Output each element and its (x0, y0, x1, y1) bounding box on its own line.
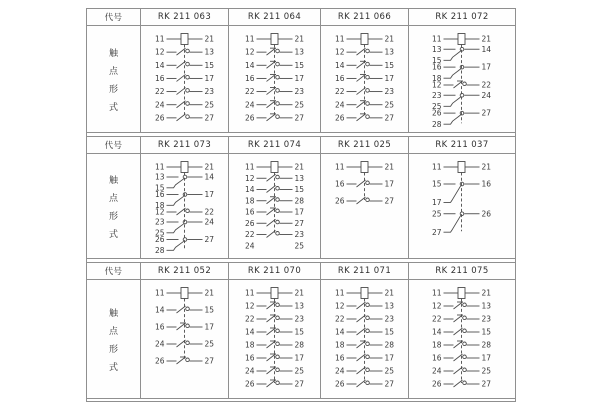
svg-text:24: 24 (244, 100, 255, 110)
svg-text:14: 14 (481, 44, 492, 54)
svg-text:25: 25 (154, 228, 165, 238)
svg-text:27: 27 (384, 113, 395, 123)
svg-text:18: 18 (244, 340, 255, 350)
svg-text:14: 14 (154, 60, 165, 70)
svg-text:24: 24 (154, 339, 165, 349)
svg-text:16: 16 (154, 322, 165, 332)
model-code: RK 211 071 (321, 263, 409, 280)
svg-text:16: 16 (431, 353, 442, 363)
svg-text:11: 11 (334, 162, 345, 172)
svg-text:22: 22 (204, 207, 215, 217)
svg-text:28: 28 (154, 245, 165, 255)
svg-text:26: 26 (334, 113, 345, 123)
svg-text:28: 28 (481, 340, 492, 350)
svg-text:24: 24 (431, 366, 442, 376)
svg-text:27: 27 (384, 379, 395, 389)
svg-text:15: 15 (204, 305, 215, 315)
contact-form-char: 触 (108, 308, 118, 319)
svg-text:16: 16 (334, 353, 345, 363)
svg-text:24: 24 (334, 100, 345, 110)
contact-form-table (86, 8, 516, 402)
svg-text:11: 11 (244, 288, 255, 298)
svg-text:17: 17 (294, 207, 305, 217)
code-header-label: 代号 (87, 137, 141, 154)
svg-text:11: 11 (244, 34, 255, 44)
svg-text:22: 22 (244, 87, 255, 97)
svg-text:21: 21 (294, 34, 305, 44)
svg-text:21: 21 (204, 288, 215, 298)
contact-form-char: 形 (108, 211, 118, 222)
svg-text:25: 25 (294, 100, 305, 110)
contact-form-label (87, 26, 141, 132)
table-section (87, 263, 515, 398)
relay-diagram-svg (409, 154, 514, 258)
svg-text:18: 18 (334, 340, 345, 350)
svg-text:13: 13 (294, 173, 305, 183)
svg-text:13: 13 (204, 47, 215, 57)
contact-diagram-cell (141, 280, 229, 398)
svg-text:21: 21 (294, 162, 305, 172)
svg-text:28: 28 (431, 119, 442, 129)
svg-text:16: 16 (334, 179, 345, 189)
svg-text:26: 26 (481, 209, 492, 219)
svg-text:26: 26 (334, 196, 345, 206)
svg-text:26: 26 (244, 379, 255, 389)
svg-text:12: 12 (244, 301, 255, 311)
svg-text:15: 15 (481, 327, 492, 337)
svg-text:15: 15 (431, 55, 442, 65)
contact-diagram-cell (409, 280, 515, 398)
header-row (87, 9, 515, 26)
svg-text:26: 26 (334, 379, 345, 389)
svg-text:12: 12 (154, 207, 165, 217)
svg-text:24: 24 (244, 366, 255, 376)
contact-form-char: 形 (108, 344, 118, 355)
svg-text:26: 26 (154, 235, 165, 245)
svg-text:24: 24 (204, 217, 215, 227)
svg-text:27: 27 (384, 196, 395, 206)
svg-text:13: 13 (384, 301, 395, 311)
svg-text:15: 15 (154, 183, 165, 193)
svg-text:15: 15 (384, 327, 395, 337)
relay-diagram-svg (141, 280, 228, 398)
svg-text:16: 16 (244, 207, 255, 217)
svg-text:25: 25 (294, 366, 305, 376)
svg-text:14: 14 (244, 185, 255, 195)
svg-text:28: 28 (294, 196, 305, 206)
svg-text:26: 26 (154, 113, 165, 123)
svg-text:27: 27 (294, 113, 305, 123)
relay-diagram-svg (409, 26, 514, 132)
svg-text:15: 15 (204, 60, 215, 70)
svg-text:21: 21 (384, 34, 395, 44)
svg-text:16: 16 (154, 190, 165, 200)
contact-diagram-cell (229, 280, 321, 398)
contact-diagram-cell (229, 26, 321, 132)
model-code: RK 211 037 (409, 137, 515, 154)
svg-text:14: 14 (431, 327, 442, 337)
model-code: RK 211 072 (409, 9, 515, 26)
relay-diagram-svg (141, 154, 228, 258)
svg-text:27: 27 (204, 113, 215, 123)
header-row (87, 263, 515, 280)
model-code: RK 211 025 (321, 137, 409, 154)
svg-text:23: 23 (384, 87, 395, 97)
svg-text:14: 14 (334, 327, 345, 337)
svg-text:23: 23 (481, 314, 492, 324)
svg-text:18: 18 (431, 340, 442, 350)
svg-text:24: 24 (244, 241, 255, 251)
svg-text:17: 17 (204, 74, 215, 84)
svg-text:27: 27 (294, 379, 305, 389)
svg-text:27: 27 (481, 379, 492, 389)
svg-text:16: 16 (334, 74, 345, 84)
svg-text:17: 17 (431, 198, 442, 208)
svg-text:12: 12 (244, 47, 255, 57)
svg-text:26: 26 (244, 218, 255, 228)
svg-text:14: 14 (204, 172, 215, 182)
svg-text:21: 21 (481, 34, 492, 44)
contact-diagram-cell (409, 154, 515, 258)
contact-form-char: 触 (108, 48, 118, 59)
relay-diagram-svg (321, 280, 408, 398)
relay-diagram-svg (321, 154, 408, 258)
svg-text:11: 11 (431, 288, 442, 298)
svg-text:11: 11 (431, 34, 442, 44)
contact-diagram-cell (409, 26, 515, 132)
svg-text:21: 21 (204, 162, 215, 172)
svg-text:22: 22 (334, 314, 345, 324)
contact-diagram-cell (321, 154, 409, 258)
contact-form-char: 触 (108, 175, 118, 186)
table-section (87, 137, 515, 258)
svg-text:21: 21 (481, 162, 492, 172)
svg-text:11: 11 (431, 162, 442, 172)
svg-text:17: 17 (481, 62, 492, 72)
svg-text:24: 24 (481, 90, 492, 100)
svg-text:22: 22 (334, 87, 345, 97)
contact-form-char: 式 (108, 362, 118, 373)
svg-text:27: 27 (294, 218, 305, 228)
model-code: RK 211 075 (409, 263, 515, 280)
svg-text:21: 21 (481, 288, 492, 298)
svg-text:26: 26 (431, 379, 442, 389)
body-row (87, 26, 515, 132)
svg-text:13: 13 (481, 301, 492, 311)
contact-diagram-cell (321, 280, 409, 398)
svg-text:22: 22 (431, 314, 442, 324)
model-code: RK 211 074 (229, 137, 321, 154)
relay-diagram-svg (141, 26, 228, 132)
svg-text:18: 18 (244, 196, 255, 206)
svg-text:21: 21 (294, 288, 305, 298)
contact-diagram-cell (141, 26, 229, 132)
contact-form-char: 点 (108, 66, 118, 77)
svg-text:23: 23 (294, 87, 305, 97)
svg-text:13: 13 (154, 172, 165, 182)
svg-text:22: 22 (154, 87, 165, 97)
svg-text:12: 12 (334, 47, 345, 57)
svg-text:22: 22 (244, 230, 255, 240)
svg-text:25: 25 (294, 241, 305, 251)
svg-text:25: 25 (204, 100, 215, 110)
svg-text:13: 13 (431, 44, 442, 54)
svg-text:23: 23 (294, 230, 305, 240)
relay-diagram-svg (229, 154, 320, 258)
svg-text:11: 11 (334, 288, 345, 298)
relay-diagram-svg (229, 280, 320, 398)
relay-diagram-svg (229, 26, 320, 132)
svg-text:14: 14 (334, 60, 345, 70)
svg-text:26: 26 (154, 356, 165, 366)
svg-text:17: 17 (294, 74, 305, 84)
svg-text:25: 25 (384, 366, 395, 376)
svg-text:16: 16 (154, 74, 165, 84)
svg-text:26: 26 (244, 113, 255, 123)
svg-text:25: 25 (431, 101, 442, 111)
svg-text:25: 25 (481, 366, 492, 376)
svg-text:17: 17 (384, 179, 395, 189)
svg-text:27: 27 (204, 235, 215, 245)
svg-text:17: 17 (384, 353, 395, 363)
model-code: RK 211 066 (321, 9, 409, 26)
svg-text:23: 23 (154, 217, 165, 227)
svg-text:18: 18 (431, 73, 442, 83)
svg-text:12: 12 (244, 173, 255, 183)
contact-form-label (87, 154, 141, 258)
contact-form-char: 式 (108, 102, 118, 113)
svg-text:24: 24 (154, 100, 165, 110)
svg-text:21: 21 (384, 288, 395, 298)
contact-diagram-cell (141, 154, 229, 258)
svg-text:11: 11 (154, 34, 165, 44)
model-code: RK 211 064 (229, 9, 321, 26)
svg-text:11: 11 (334, 34, 345, 44)
svg-text:16: 16 (481, 179, 492, 189)
svg-text:14: 14 (244, 60, 255, 70)
svg-text:15: 15 (294, 60, 305, 70)
contact-form-char: 点 (108, 326, 118, 337)
svg-text:25: 25 (384, 100, 395, 110)
svg-text:27: 27 (481, 108, 492, 118)
svg-text:14: 14 (244, 327, 255, 337)
header-row (87, 137, 515, 154)
svg-text:16: 16 (431, 62, 442, 72)
svg-text:15: 15 (294, 327, 305, 337)
svg-text:13: 13 (294, 47, 305, 57)
svg-text:25: 25 (431, 209, 442, 219)
svg-text:28: 28 (384, 340, 395, 350)
svg-text:14: 14 (154, 305, 165, 315)
body-row (87, 154, 515, 258)
svg-text:12: 12 (431, 80, 442, 90)
svg-text:23: 23 (204, 87, 215, 97)
contact-diagram-cell (229, 154, 321, 258)
svg-text:13: 13 (294, 301, 305, 311)
svg-text:22: 22 (481, 80, 492, 90)
contact-form-char: 点 (108, 193, 118, 204)
svg-text:11: 11 (154, 162, 165, 172)
model-code: RK 211 070 (229, 263, 321, 280)
svg-text:17: 17 (204, 190, 215, 200)
svg-text:12: 12 (334, 301, 345, 311)
svg-text:24: 24 (334, 366, 345, 376)
svg-text:17: 17 (294, 353, 305, 363)
svg-text:25: 25 (204, 339, 215, 349)
model-code: RK 211 063 (141, 9, 229, 26)
relay-diagram-svg (409, 280, 514, 398)
svg-text:12: 12 (431, 301, 442, 311)
relay-diagram-svg (321, 26, 408, 132)
svg-text:27: 27 (204, 356, 215, 366)
svg-text:17: 17 (481, 353, 492, 363)
svg-text:13: 13 (384, 47, 395, 57)
body-row (87, 280, 515, 398)
svg-text:18: 18 (154, 200, 165, 210)
svg-text:11: 11 (244, 162, 255, 172)
svg-text:27: 27 (431, 227, 442, 237)
contact-form-label (87, 280, 141, 398)
contact-form-char: 形 (108, 84, 118, 95)
code-header-label: 代号 (87, 263, 141, 280)
svg-text:11: 11 (154, 288, 165, 298)
contact-form-char: 式 (108, 229, 118, 240)
table-section (87, 9, 515, 132)
model-code: RK 211 052 (141, 263, 229, 280)
svg-text:17: 17 (204, 322, 215, 332)
model-code: RK 211 073 (141, 137, 229, 154)
svg-text:12: 12 (154, 47, 165, 57)
svg-text:17: 17 (384, 74, 395, 84)
svg-text:15: 15 (431, 179, 442, 189)
svg-text:15: 15 (384, 60, 395, 70)
svg-text:22: 22 (244, 314, 255, 324)
svg-text:16: 16 (244, 353, 255, 363)
svg-text:21: 21 (204, 34, 215, 44)
contact-diagram-cell (321, 26, 409, 132)
code-header-label: 代号 (87, 9, 141, 26)
svg-text:16: 16 (244, 74, 255, 84)
svg-text:21: 21 (384, 162, 395, 172)
svg-text:23: 23 (384, 314, 395, 324)
svg-text:23: 23 (431, 90, 442, 100)
svg-text:26: 26 (431, 108, 442, 118)
svg-text:28: 28 (294, 340, 305, 350)
svg-text:15: 15 (294, 185, 305, 195)
svg-text:23: 23 (294, 314, 305, 324)
